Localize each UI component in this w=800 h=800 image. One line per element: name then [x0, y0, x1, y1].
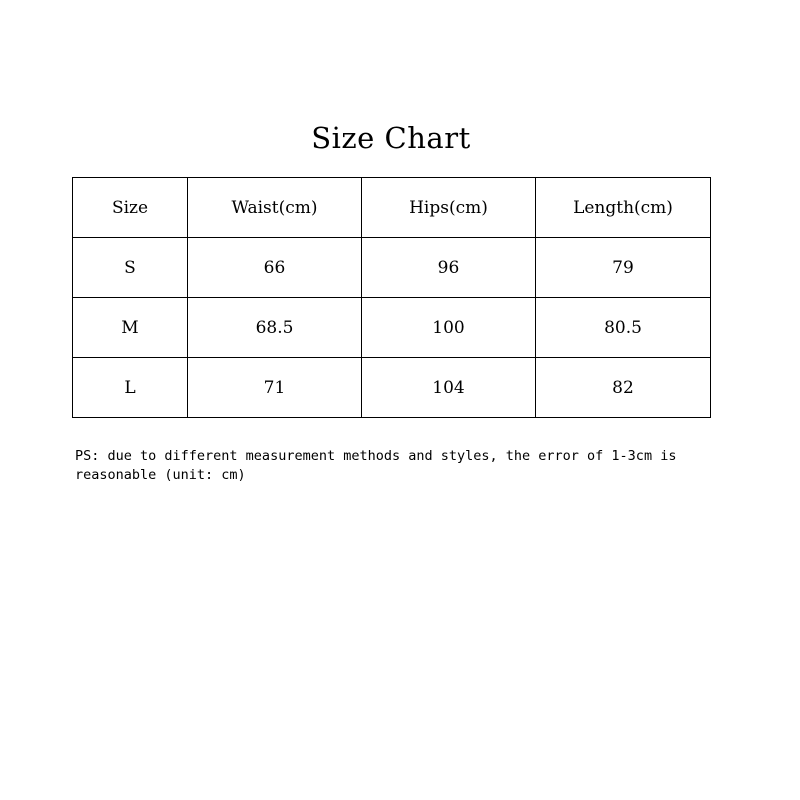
- cell-length: 80.5: [536, 298, 711, 358]
- cell-waist: 68.5: [188, 298, 362, 358]
- header-hips: Hips(cm): [362, 178, 536, 238]
- cell-size: S: [73, 238, 188, 298]
- cell-length: 79: [536, 238, 711, 298]
- table-row: [73, 298, 711, 358]
- page-title: Size Chart: [311, 121, 471, 155]
- size-table: [72, 177, 711, 418]
- measurement-note: PS: due to different measurement methods and styles, the error of 1-3cm is reasonable (unit: cm): [75, 448, 677, 483]
- table-row: [73, 358, 711, 418]
- cell-size: L: [73, 358, 188, 418]
- cell-size: M: [73, 298, 188, 358]
- header-size: Size: [73, 178, 188, 238]
- table-row: [73, 238, 711, 298]
- header-length: Length(cm): [536, 178, 711, 238]
- cell-waist: 71: [188, 358, 362, 418]
- header-waist: Waist(cm): [188, 178, 362, 238]
- cell-hips: 96: [362, 238, 536, 298]
- table-header-row: [73, 178, 711, 238]
- cell-waist: 66: [188, 238, 362, 298]
- cell-hips: 100: [362, 298, 536, 358]
- cell-length: 82: [536, 358, 711, 418]
- cell-hips: 104: [362, 358, 536, 418]
